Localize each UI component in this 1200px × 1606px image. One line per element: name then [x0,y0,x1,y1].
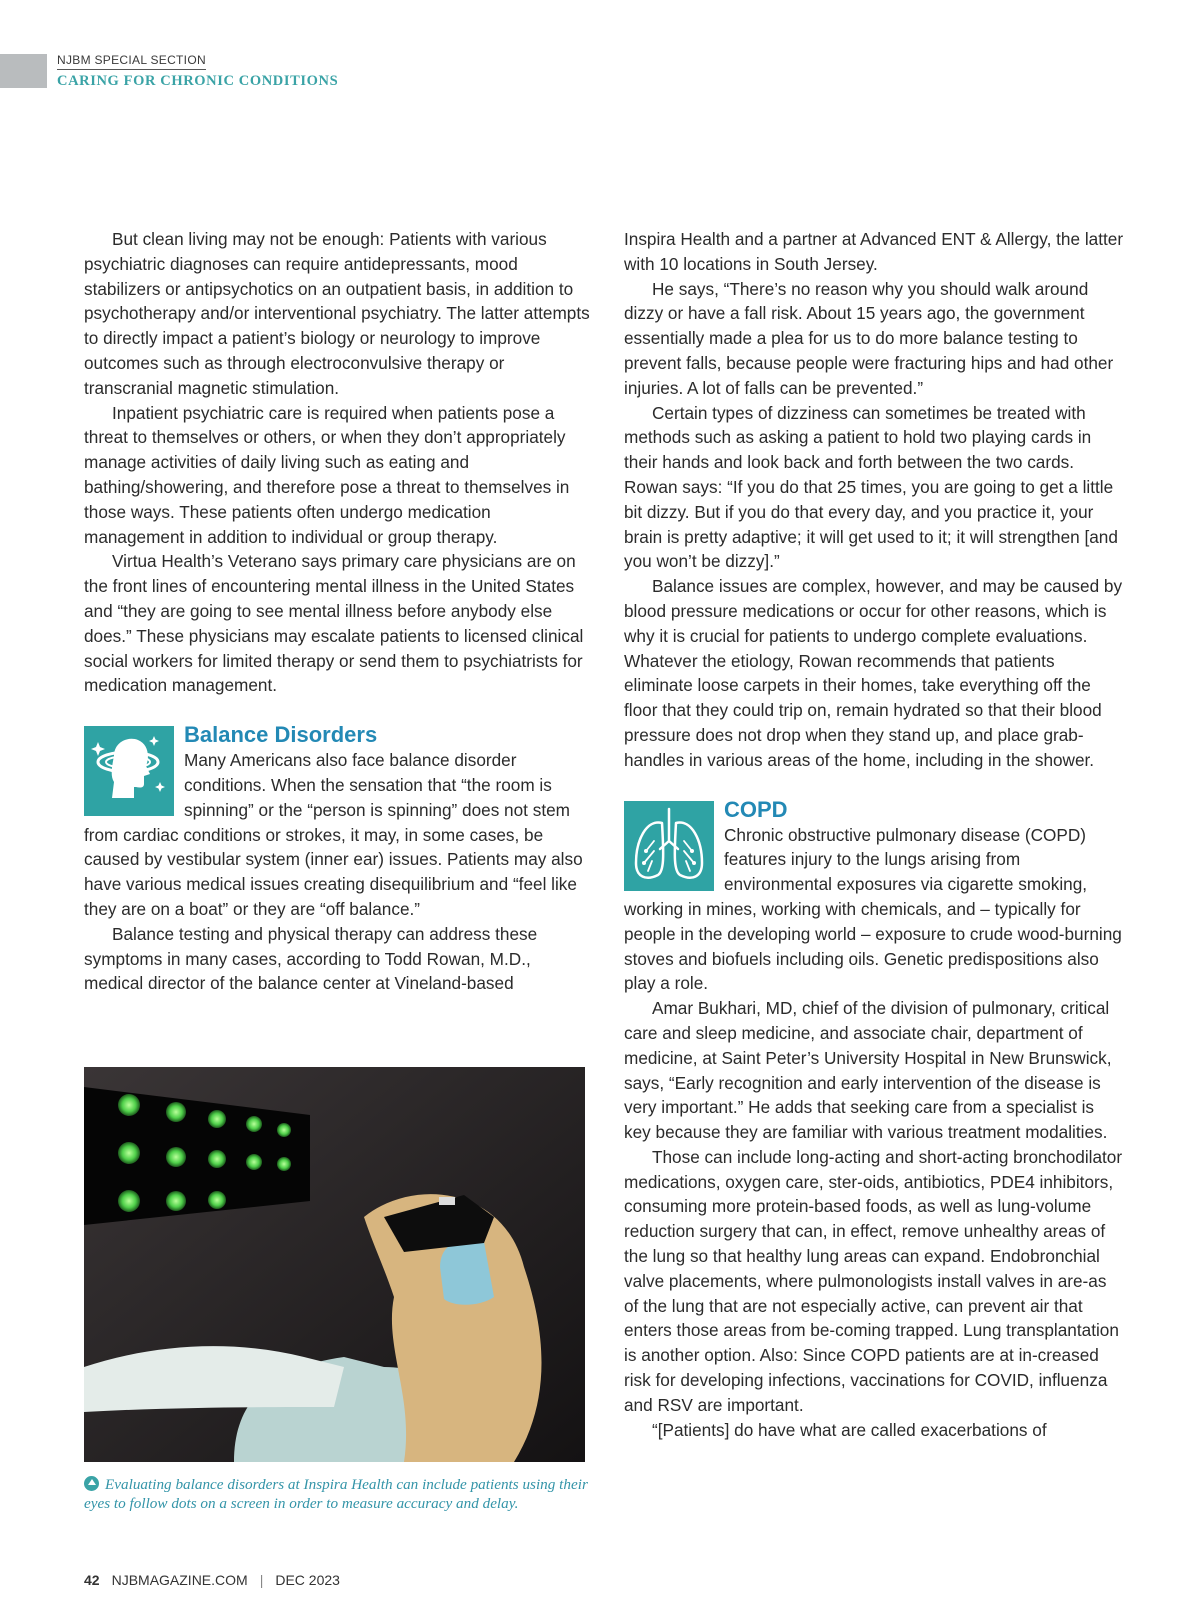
paragraph: Those can include long-acting and short-acting bronchodilator medications, oxygen care, ster-oids, antibiotics, PDE4 inhibitors, consuming more protein-based foods, as well as lung-volume reduction surgery that can, in effect, remove unhealthy areas of the lung so that healthy lung areas can expand. Endobronchial valve placements, where pulmonologists install valves in are-as of the lung that are not especially active, can prevent air that enters those areas from be-coming trapped. Lung transplantation is another option. Also: Since COPD patients are at in-creased risk for developing infections, vaccinations for COVID, influenza and RSV are important. [624,1146,1123,1415]
paragraph: Virtua Health’s Veterano says primary care physicians are on the front lines of encountering mental illness in the United States and “they are going to see mental illness before anybody else does.” These physicians may escalate patients to licensed clinical social workers for limited therapy or send them to psychiatrists for medication management. [84,551,584,696]
paragraph: Chronic obstructive pulmonary disease (COPD) features injury to the lungs arising from environmental exposures via cigarette smoking, working in mines, working with chemicals, and – typically for people in the developing world – exposure to crude wood-burning stoves and biofuels including oils. Genetic predispositions also play a role. [624,824,1122,994]
page-number: 42 [84,1572,100,1588]
caption-text: Evaluating balance disorders at Inspira Health can include patients using their eyes to follow dots on a screen in order to measure accuracy and delay. [84,1476,588,1512]
lungs-icon [624,801,714,891]
paragraph: He says, “There’s no reason why you should walk around dizzy or have a fall risk. About 15 years ago, the government essentially made a plea for us to do more balance testing to prevent falls, because people were fracturing hips and had other injuries. A lot of falls can be prevented.” [624,278,1114,398]
paragraph: Balance issues are complex, however, and may be caused by blood pressure medications or occur for other reasons, which is why it is crucial for patients to undergo complete evaluations. Whatever the etiology, Rowan recommends that patients eliminate loose carpets in their homes, take everything off the floor that they could trip on, remain hydrated so that their blood pressure does not drop when they stand up, and place grab-handles in various areas of the home, including in the shower. [624,576,1123,770]
section-label: NJBM SPECIAL SECTION [57,53,206,70]
footer-issue: DEC 2023 [275,1572,340,1588]
photo-caption [84,1475,604,1513]
paragraph: Balance testing and physical therapy can address these symptoms in many cases, according to Todd Rowan, M.D., medical director of the balance center at Vineland-based [84,923,538,994]
paragraph: Many Americans also face balance disorder conditions. When the sensation that “the room is spinning” or the “person is spinning” does not stem from cardiac conditions or strokes, it may, in some cases, be caused by vestibular system (inner ear) issues. Patients may also have various medical issues creating disequilibrium and “feel like they are on a boat” or they are “off balance.” [84,750,583,919]
copd-heading: COPD [724,796,788,822]
triangle-up-icon [84,1476,99,1491]
balance-disorders-section [84,722,590,922]
paragraph: Amar Bukhari, MD, chief of the division of pulmonary, critical care and sleep medicine, and associate chair, department of medicine, at Saint Peter’s University Hospital in New Brunswick, says, “Early recognition and early intervention of the disease is very important.” He adds that seeking care from a specialist is key because they are familiar with various treatment modalities. [624,998,1112,1143]
footer-separator: | [259,1572,264,1588]
paragraph: “[Patients] do have what are called exacerbations of [652,1419,1047,1440]
left-column [84,227,590,996]
head-spinning-icon [84,726,174,816]
paragraph: Inpatient psychiatric care is required when patients pose a threat to themselves or others, or when they don’t appropriately manage activities of daily living such as eating and bathing/showering, and therefore pose a threat to themselves in those ways. These patients often undergo medication management in addition to individual or group therapy. [84,402,570,547]
paragraph: But clean living may not be enough: Patients with various psychiatric diagnoses can require antidepressants, mood stabilizers or antipsychotics on an outpatient basis, in addition to psychotherapy and/or interventional psychiatry. The latter attempts to directly impact a patient’s biology or neurology to improve outcomes such as through electroconvulsive therapy or transcranial magnetic stimulation. [84,229,590,398]
balance-disorders-heading: Balance Disorders [184,722,378,748]
copd-section [624,797,1124,997]
balance-test-photo [84,1067,585,1462]
footer-site: NJBMAGAZINE.COM [111,1572,248,1588]
section-title: CARING FOR CHRONIC CONDITIONS [57,73,339,89]
paragraph: Certain types of dizziness can sometimes be treated with methods such as asking a patient to hold two playing cards in their hands and look back and forth between the two cards. Rowan says: “If you do that 25 times, you are going to get a little bit dizzy. But if you do that every day, and you practice it, your brain is pretty adaptive; it will get used to it; it will strengthen [and you won’t be dizzy].” [624,402,1118,572]
right-column [624,227,1124,1442]
paragraph: Inspira Health and a partner at Advanced ENT & Allergy, the latter with 10 locations in South Jersey. [624,229,1124,274]
header-color-tab [0,54,47,88]
page-footer [84,1572,340,1588]
